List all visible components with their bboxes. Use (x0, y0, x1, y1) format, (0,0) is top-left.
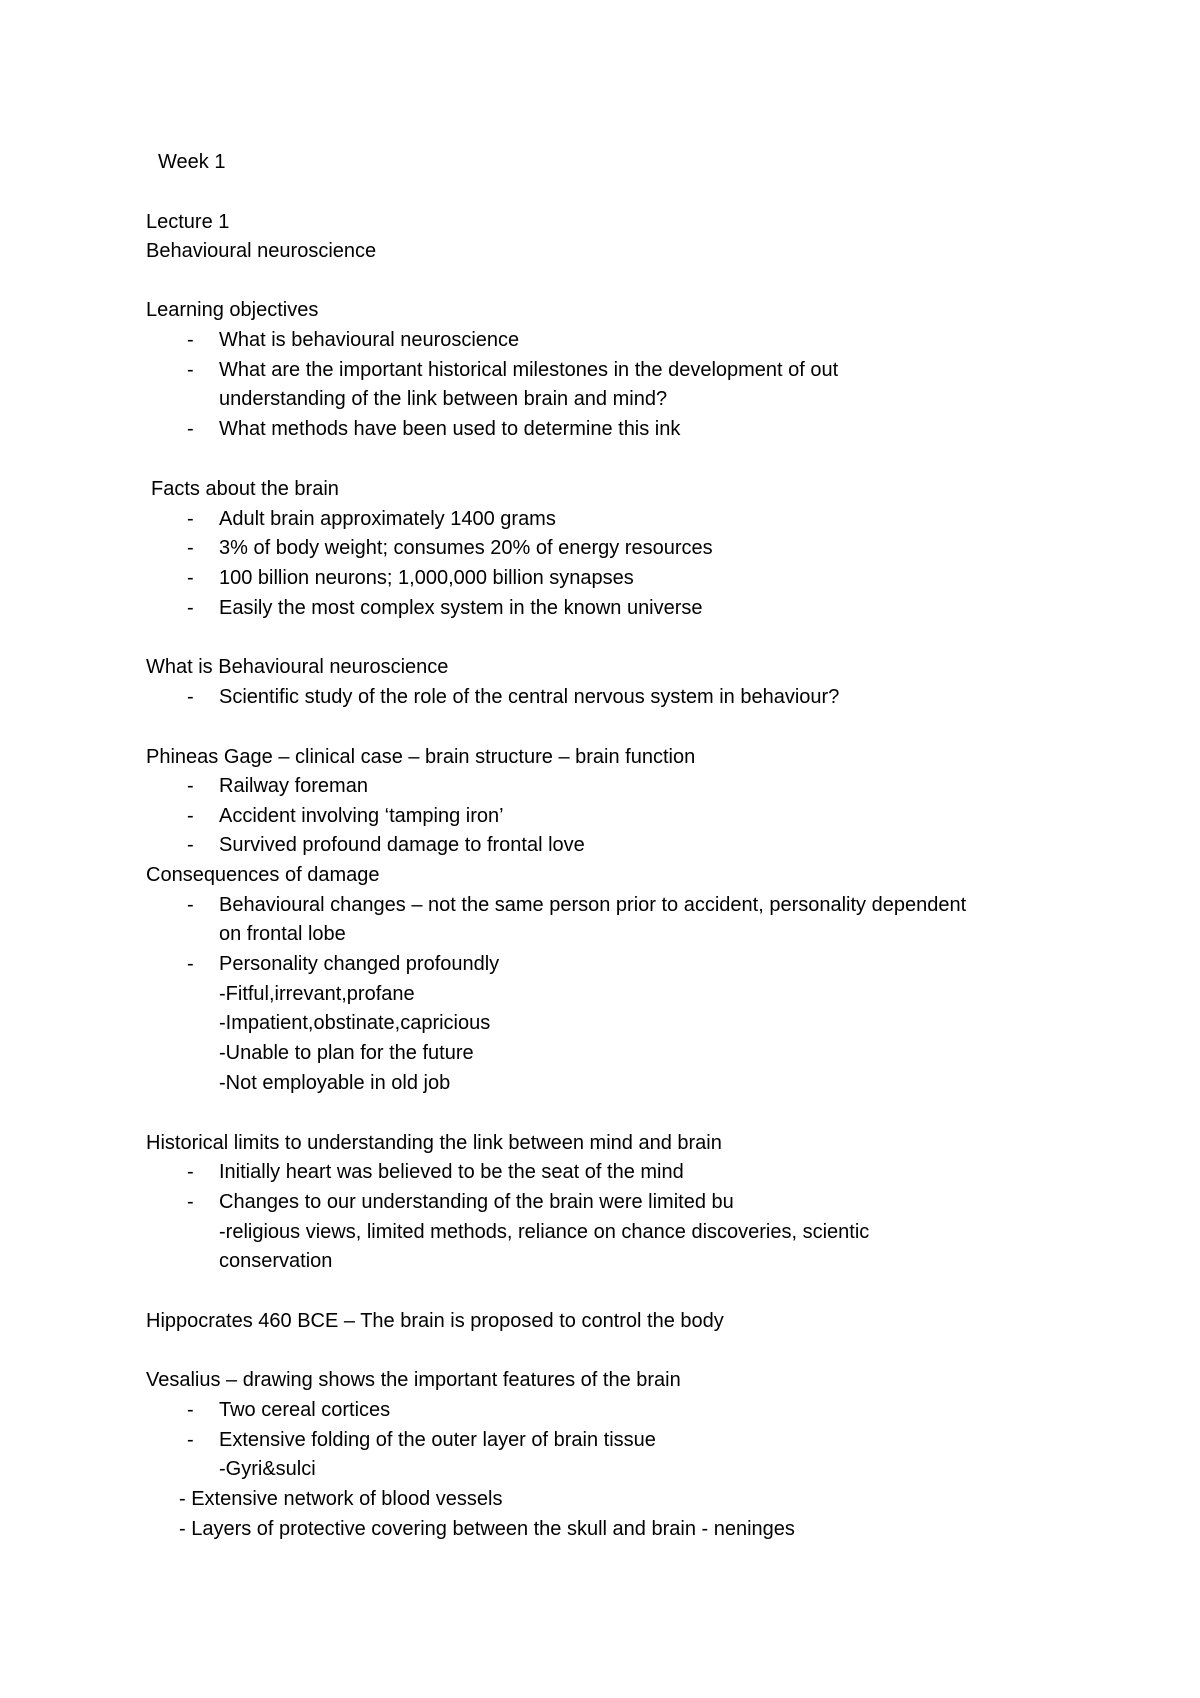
bullet-dash: - (187, 953, 194, 975)
bullet-dash: - (187, 1161, 194, 1183)
bullet-dash: - (187, 894, 194, 916)
hippocrates-heading: Hippocrates 460 BCE – The brain is proposed to control the body (146, 1310, 724, 1332)
bullet-dash: - (187, 1429, 194, 1451)
bullet-dash: - (187, 834, 194, 856)
consequences-heading: Consequences of damage (146, 864, 380, 886)
list-item: What is behavioural neuroscience (219, 329, 520, 351)
bullet-dash: - (187, 597, 194, 619)
list-item: Railway foreman (219, 775, 368, 797)
bullet-dash: - (187, 567, 194, 589)
list-item: 100 billion neurons; 1,000,000 billion synapses (219, 567, 634, 589)
list-item: Scientific study of the role of the central nervous system in behaviour? (219, 686, 840, 708)
bullet-dash: - (187, 329, 194, 351)
list-item-continuation: on frontal lobe (219, 923, 346, 945)
sub-item: -Fitful,irrevant,profane (219, 983, 415, 1005)
list-item: Accident involving ‘tamping iron’ (219, 805, 504, 827)
list-item: Behavioural changes – not the same person prior to accident, personality dependent (219, 894, 967, 916)
list-item: Easily the most complex system in the known universe (219, 597, 703, 619)
bullet-dash: - (187, 1191, 194, 1213)
bullet-dash: - (187, 537, 194, 559)
bullet-dash: - (187, 805, 194, 827)
list-item-continuation: understanding of the link between brain and mind? (219, 388, 668, 410)
bullet-dash: - (187, 775, 194, 797)
lecture-title: Lecture 1 (146, 211, 230, 233)
list-item: 3% of body weight; consumes 20% of energy resources (219, 537, 713, 559)
bullet-dash: - (187, 359, 194, 381)
list-item: Initially heart was believed to be the seat of the mind (219, 1161, 684, 1183)
list-item: Adult brain approximately 1400 grams (219, 508, 556, 530)
week-title: Week 1 (158, 151, 226, 173)
list-item: Survived profound damage to frontal love (219, 834, 585, 856)
list-item: What are the important historical milestones in the development of out (219, 359, 839, 381)
list-item: Two cereal cortices (219, 1399, 391, 1421)
sub-item: -Impatient,obstinate,capricious (219, 1012, 491, 1034)
bullet-dash: - (187, 508, 194, 530)
subject-title: Behavioural neuroscience (146, 240, 377, 262)
list-item: Personality changed profoundly (219, 953, 500, 975)
list-item: Changes to our understanding of the brain were limited bu (219, 1191, 734, 1213)
sub-item: -Unable to plan for the future (219, 1042, 474, 1064)
facts-heading: Facts about the brain (151, 478, 339, 500)
list-item-continuation: conservation (219, 1250, 333, 1272)
sub-item: -Gyri&sulci (219, 1458, 316, 1480)
list-item: - Layers of protective covering between the skull and brain - neninges (179, 1518, 795, 1540)
objectives-heading: Learning objectives (146, 299, 319, 321)
gage-heading: Phineas Gage – clinical case – brain structure – brain function (146, 746, 696, 768)
historical-heading: Historical limits to understanding the link between mind and brain (146, 1132, 722, 1154)
sub-item: -Not employable in old job (219, 1072, 451, 1094)
definition-heading: What is Behavioural neuroscience (146, 656, 449, 678)
list-item: Extensive folding of the outer layer of brain tissue (219, 1429, 656, 1451)
sub-item: -religious views, limited methods, reliance on chance discoveries, scientic (219, 1221, 870, 1243)
bullet-dash: - (187, 1399, 194, 1421)
bullet-dash: - (187, 418, 194, 440)
bullet-dash: - (187, 686, 194, 708)
list-item: - Extensive network of blood vessels (179, 1488, 503, 1510)
vesalius-heading: Vesalius – drawing shows the important features of the brain (146, 1369, 681, 1391)
list-item: What methods have been used to determine this ink (219, 418, 681, 440)
